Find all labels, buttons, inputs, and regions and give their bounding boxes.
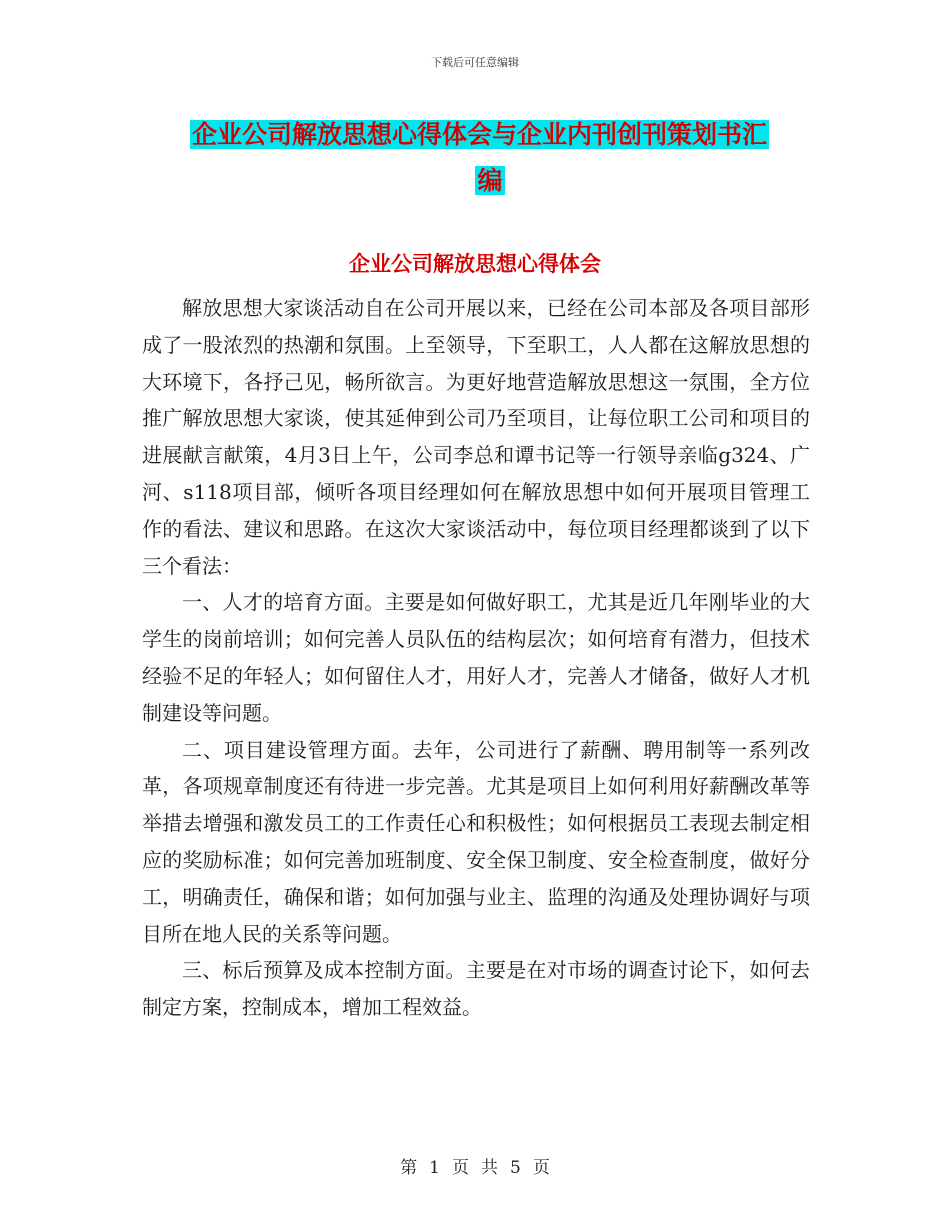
document-title-line1: 企业公司解放思想心得体会与企业内刊创刊策划书汇 xyxy=(192,120,768,149)
body-text xyxy=(142,290,810,1026)
paragraph-talent: 一、人才的培育方面。主要是如何做好职工，尤其是近几年刚毕业的大学生的岗前培训；如何完善人员队伍的结构层次；如何培育有潜力，但技术经验不足的年轻人；如何留住人才，用好人才，完善人才储备，做好人才机制建设等问题。 xyxy=(142,590,810,725)
footer-current-page: 1 xyxy=(429,1158,440,1178)
footer-label-page-unit: 页 xyxy=(452,1158,469,1178)
document-title xyxy=(190,112,810,204)
document-title-line2: 编 xyxy=(477,166,503,195)
section-title: 企业公司解放思想心得体会 xyxy=(349,251,601,276)
header-note: 下载后可任意编辑 xyxy=(431,56,519,69)
footer-label-total: 共 xyxy=(481,1158,498,1178)
footer-total-pages: 5 xyxy=(510,1158,521,1178)
footer-label-total-unit: 页 xyxy=(532,1158,550,1178)
footer-label-page: 第 xyxy=(400,1158,418,1178)
paragraph-cost-control: 三、标后预算及成本控制方面。主要是在对市场的调查讨论下，如何去制定方案，控制成本，增加工程效益。 xyxy=(142,958,810,1020)
paragraph-intro: 解放思想大家谈活动自在公司开展以来，已经在公司本部及各项目部形成了一股浓烈的热潮和氛围。上至领导，下至职工，人人都在这解放思想的大环境下，各抒己见，畅所欲言。为更好地营造解放思想这一氛围，全方位推广解放思想大家谈，使其延伸到公司乃至项目，让每位职工公司和项目的进展献言献策，4月3日上午，公司李总和谭书记等一行领导亲临g324、广河、s118项目部，倾听各项目经理如何在解放思想中如何开展项目管理工作的看法、建议和思路。在这次大家谈活动中，每位项目经理都谈到了以下三个看法： xyxy=(142,296,810,578)
page-footer xyxy=(0,1153,950,1178)
paragraph-project-management: 二、项目建设管理方面。去年，公司进行了薪酬、聘用制等一系列改革，各项规章制度还有待进一步完善。尤其是项目上如何利用好薪酬改革等举措去增强和激发员工的工作责任心和积极性；如何根据员工表现去制定相应的奖励标准；如何完善加班制度、安全保卫制度、安全检查制度，做好分工，明确责任，确保和谐；如何加强与业主、监理的沟通及处理协调好与项目所在地人民的关系等问题。 xyxy=(142,737,810,946)
